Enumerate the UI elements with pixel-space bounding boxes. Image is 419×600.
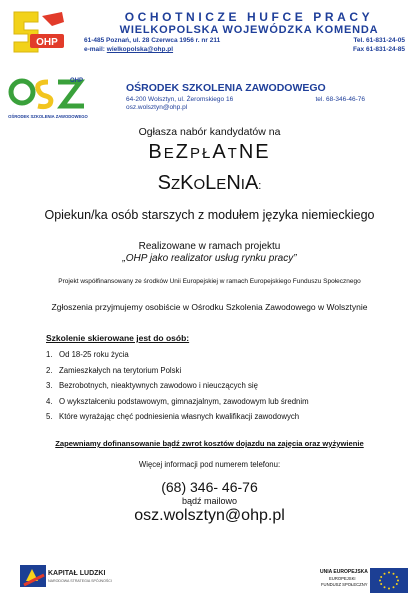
- list-item-text: O wykształceniu podstawowym, gimnazjalnym, zawodowym lub średnim: [59, 396, 309, 406]
- osz-address: 64-200 Wolsztyn, ul. Żeromskiego 16: [126, 96, 234, 103]
- training-heading: [0, 172, 419, 195]
- free-heading: [0, 141, 419, 164]
- ohp-logo-text: OHP: [36, 37, 58, 48]
- osz-email-link[interactable]: osz.wolsztyn@ohp.pl: [126, 104, 188, 111]
- ohp-logo: [8, 8, 68, 56]
- free-letter: P: [189, 145, 202, 162]
- free-letter: E: [163, 145, 176, 162]
- list-item-number: 1.: [46, 350, 53, 359]
- more-info-label: Więcej informacji pod numerem telefonu:: [138, 460, 281, 469]
- list-item: [46, 397, 309, 413]
- eu-line-2: EUROPEJSKI: [329, 576, 356, 581]
- list-item-text: Które wyrażając chęć podniesienia własnych kwalifikacji zawodowych: [59, 412, 300, 421]
- list-item-number: 2.: [46, 365, 53, 375]
- list-item-text: Od 18-25 roku życia: [59, 350, 129, 359]
- training-letter: N: [226, 172, 241, 194]
- applications-note: Zgłoszenia przyjmujemy osobiście w Ośrodku Szkolenia Zawodowego w Wolsztynie: [51, 302, 368, 312]
- training-letter: :: [258, 180, 262, 192]
- training-letter: E: [216, 176, 227, 193]
- training-letter: L: [205, 172, 217, 194]
- kapital-ludzki-title: KAPITAŁ LUDZKI: [48, 570, 106, 577]
- realized-label: Realizowane w ramach projektu: [138, 241, 281, 252]
- list-item: [46, 366, 309, 382]
- training-letter: K: [180, 172, 194, 194]
- org-email-line: [84, 46, 173, 53]
- training-letter: A: [244, 172, 259, 194]
- org-email-link[interactable]: wielkopolska@ohp.pl: [106, 46, 174, 53]
- list-item: [46, 350, 309, 366]
- org-email-label: e-mail:: [84, 46, 105, 53]
- contact-phone[interactable]: (68) 346- 46-76: [161, 479, 258, 495]
- osz-logo-ohp: OHP: [70, 78, 84, 84]
- osz-phone: tel. 68-346-46-76: [315, 96, 365, 103]
- contact-email-link[interactable]: osz.wolsztyn@ohp.pl: [134, 507, 285, 524]
- free-letter: E: [255, 141, 271, 163]
- or-email-label: bądź mailowo: [181, 496, 238, 506]
- kapital-ludzki-subtitle: NARODOWA STRATEGIA SPÓJNOŚCI: [48, 579, 112, 583]
- training-letter: I: [240, 176, 245, 193]
- list-item: [46, 381, 309, 397]
- org-title: OCHOTNICZE HUFCE PRACY: [124, 10, 374, 24]
- training-letter: S: [157, 172, 171, 194]
- osz-logo-caption: OŚRODEK SZKOLENIA ZAWODOWEGO: [8, 114, 88, 119]
- kapital-ludzki-logo: [18, 563, 112, 595]
- list-item-number: 3.: [46, 381, 53, 390]
- audience-list: [46, 350, 309, 428]
- free-letter: B: [148, 141, 164, 163]
- org-phone: Tel. 61-831-24-05: [353, 37, 405, 44]
- eu-line-1: UNIA EUROPEJSKA: [320, 569, 368, 575]
- training-letter: Z: [170, 176, 181, 193]
- project-name: „OHP jako realizator usług rynku pracy”: [122, 253, 297, 264]
- list-item-number: 5.: [46, 412, 53, 421]
- training-letter: O: [193, 176, 206, 193]
- eu-line-3: FUNDUSZ SPOŁECZNY: [321, 582, 368, 587]
- announcement: Ogłasza nabór kandydatów na: [138, 126, 281, 138]
- list-item: [46, 412, 309, 428]
- free-letter: Ł: [201, 145, 213, 162]
- free-letter: A: [212, 141, 228, 163]
- list-item-number: 4.: [46, 396, 53, 406]
- osz-logo: [8, 74, 88, 122]
- funding-note: Zapewniamy dofinansowanie bądź zwrot kosztów dojazdu na zajęcia oraz wyżywienie: [55, 439, 364, 448]
- audience-heading: Szkolenie skierowane jest do osób:: [46, 333, 190, 343]
- org-address: 61-485 Poznań, ul. 28 Czerwca 1956 r. nr 211: [84, 37, 221, 44]
- osz-title: OŚRODEK SZKOLENIA ZAWODOWEGO: [126, 82, 326, 94]
- org-subtitle: WIELKOPOLSKA WOJEWÓDZKA KOMENDA: [119, 24, 379, 36]
- course-name: Opiekun/ka osób starszych z modułem języka niemieckiego: [44, 208, 375, 222]
- free-letter: Z: [175, 141, 190, 163]
- org-fax: Fax 61-831-24-85: [352, 46, 405, 53]
- free-letter: N: [238, 141, 256, 163]
- cofinancing-note: Projekt współfinansowany ze środków Unii Europejskiej w ramach Europejskiego Funduszu Społecznego: [58, 278, 361, 285]
- free-letter: T: [227, 145, 239, 162]
- list-item-text: Bezrobotnych, nieaktywnych zawodowo i nieuczących się: [59, 381, 258, 390]
- eu-logo: [300, 565, 413, 595]
- list-item-text: Zamieszkałych na terytorium Polski: [59, 365, 182, 375]
